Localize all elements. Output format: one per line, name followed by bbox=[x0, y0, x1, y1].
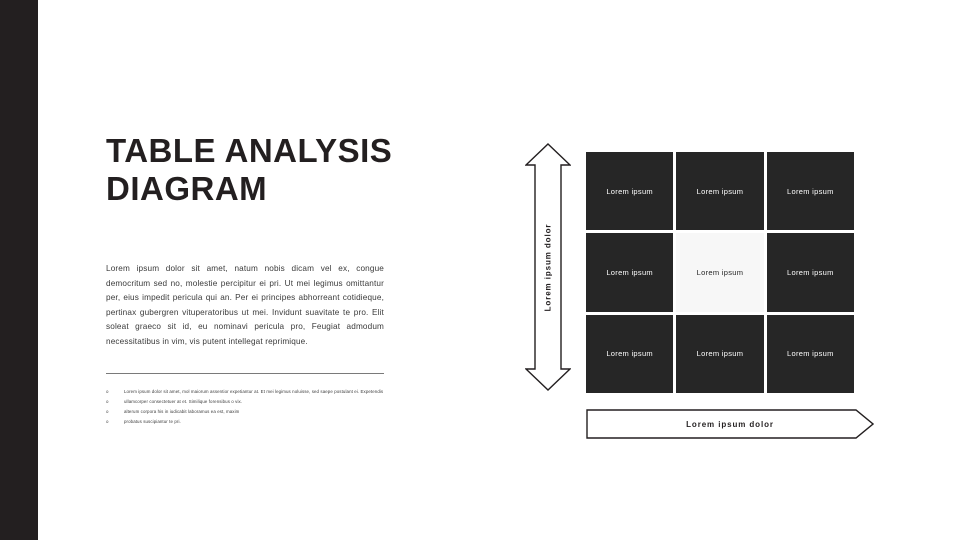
vertical-axis-arrow-icon bbox=[525, 143, 571, 391]
left-accent-bar bbox=[0, 0, 38, 540]
list-item-label: Lorem ipsum dolor sit amet, mol maiorum assentior expetiantur at. Et mei legimus noluisse, sed saepe postulant ei. Expetendis bbox=[124, 389, 384, 394]
grid-cell-3-2[interactable] bbox=[676, 315, 763, 393]
grid-cell-1-3[interactable] bbox=[767, 152, 854, 230]
analysis-grid bbox=[586, 152, 854, 393]
horizontal-axis-label: Lorem ipsum dolor bbox=[686, 419, 774, 429]
bullet-list bbox=[106, 388, 386, 428]
grid-cell-label: Lorem ipsum bbox=[696, 267, 744, 277]
grid-cell-label: Lorem ipsum bbox=[787, 186, 834, 196]
grid-cell-3-1[interactable] bbox=[586, 315, 673, 393]
grid-cell-label: Lorem ipsum bbox=[787, 267, 834, 277]
body-paragraph: Lorem ipsum dolor sit amet, natum nobis dicam vel ex, congue democritum sed no, molestie percipitur ei pri. Ut mei legimus omittantur per, eius impedit pericula qui an. Per ei principes abhorreant cotidieque, pertinax gubergren vituperatoribus ut mei. Invidunt suavitate te pro. Elit soleat graeco sit id, eu nominavi pericula pro, Feugiat admodum necessitatibus in vim, vis putent intellegat reprimique. bbox=[106, 264, 384, 346]
list-item bbox=[106, 408, 386, 416]
grid-cell-2-3[interactable] bbox=[767, 233, 854, 311]
grid-cell-1-2[interactable] bbox=[676, 152, 763, 230]
grid-cell-2-1[interactable] bbox=[586, 233, 673, 311]
grid-cell-label: Lorem ipsum bbox=[606, 186, 653, 196]
grid-cell-1-1[interactable] bbox=[586, 152, 673, 230]
list-item bbox=[106, 398, 386, 406]
bullet-marker-icon: o bbox=[106, 389, 109, 394]
grid-cell-3-3[interactable] bbox=[767, 315, 854, 393]
grid-cell-label: Lorem ipsum bbox=[787, 349, 834, 359]
grid-cell-label: Lorem ipsum bbox=[696, 349, 744, 359]
grid-cell-2-2-highlighted[interactable] bbox=[676, 233, 763, 311]
grid-cell-label: Lorem ipsum bbox=[606, 267, 653, 277]
bullet-marker-icon: o bbox=[106, 409, 109, 414]
vertical-axis-label-text: Lorem ipsum dolor bbox=[543, 223, 553, 311]
grid-cell-label: Lorem ipsum bbox=[696, 186, 744, 196]
list-item-label: alterum corpora his in iudicabit laboramus ea est, maxim bbox=[124, 409, 240, 414]
list-item-label: probatus suscipiantur te pri. bbox=[124, 419, 181, 424]
horizontal-axis-arrow-icon bbox=[586, 409, 874, 439]
divider bbox=[106, 373, 384, 374]
page-title: TABLE ANALYSIS DIAGRAM bbox=[106, 132, 393, 207]
grid-cell-label: Lorem ipsum bbox=[606, 349, 653, 359]
bullet-marker-icon: o bbox=[106, 399, 109, 404]
list-item bbox=[106, 418, 386, 426]
list-item bbox=[106, 388, 386, 396]
list-item-label: ullamcorper consectetuer at et. Similique forensibus o vix. bbox=[124, 399, 243, 404]
bullet-marker-icon: o bbox=[106, 419, 109, 424]
